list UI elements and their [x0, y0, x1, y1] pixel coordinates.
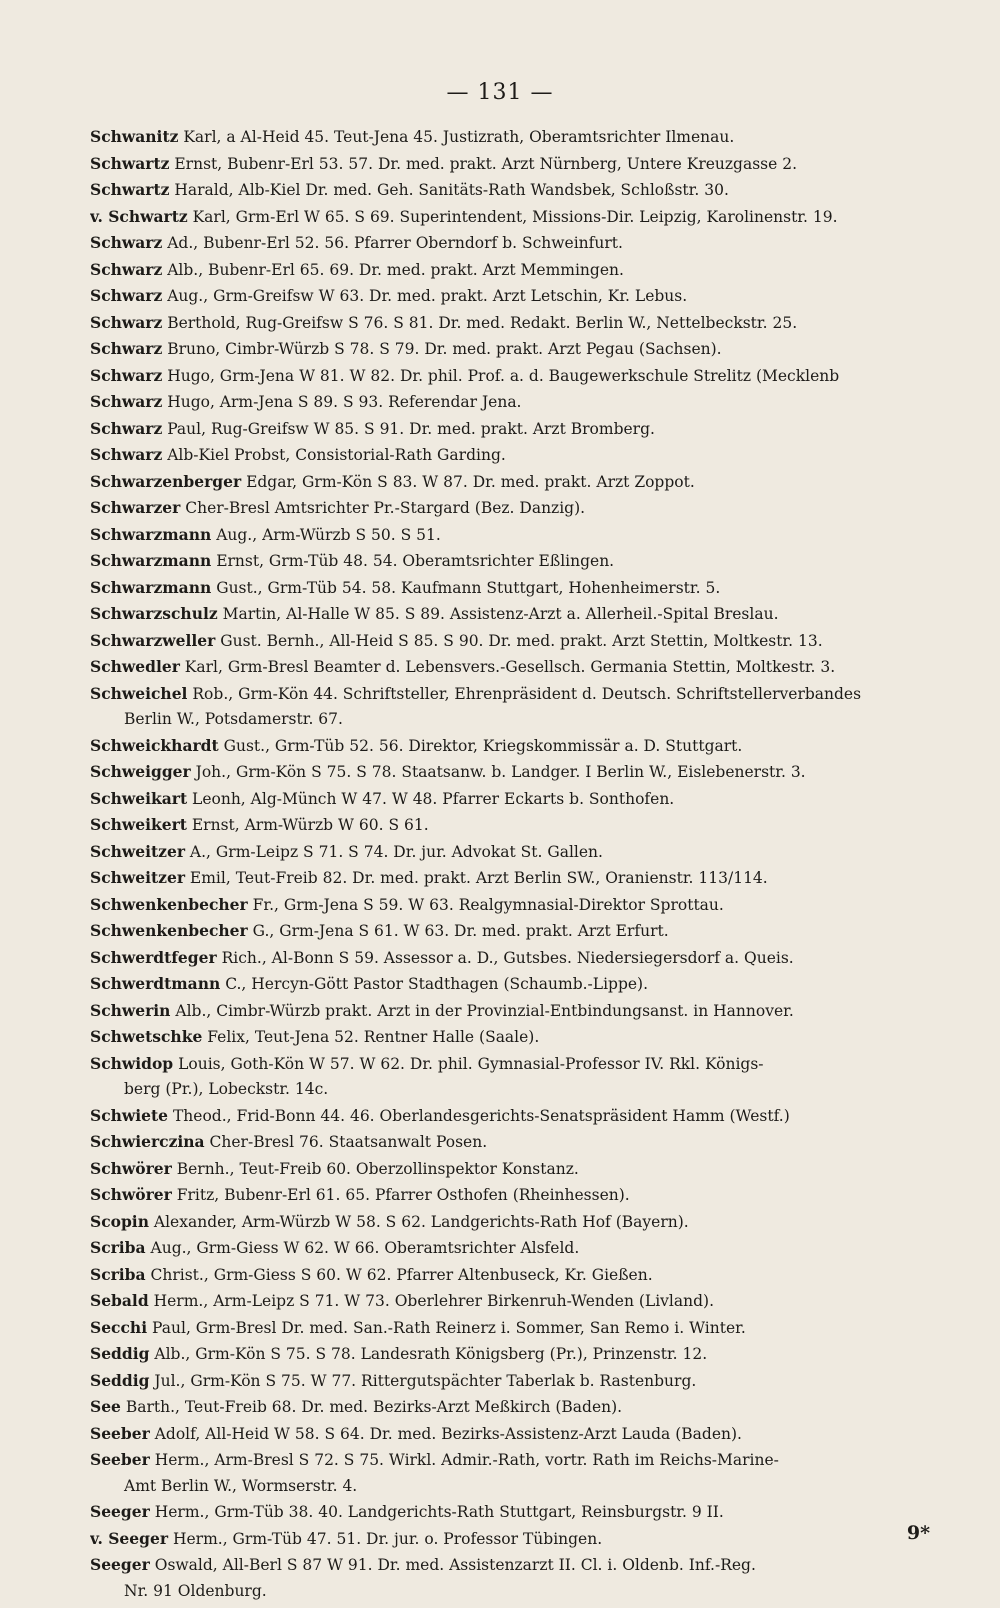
entry-surname: Seddig: [90, 1344, 150, 1363]
directory-entry: [90, 1103, 936, 1130]
entry-details: Bernh., Teut-Freib 60. Oberzollinspektor Konstanz.: [176, 1159, 579, 1178]
entry-continuation: [90, 1077, 936, 1103]
entry-details: Nr. 91 Oldenburg.: [124, 1581, 267, 1600]
directory-entry: [90, 654, 936, 681]
entry-surname: Schweikart: [90, 788, 188, 808]
entry-surname: Schwarzenberger: [90, 471, 242, 491]
directory-entry: [90, 1552, 936, 1579]
entry-details: Herm., Arm-Leipz S 71. W 73. Oberlehrer Birkenruh-Wenden (Livland).: [153, 1292, 714, 1310]
entry-details: Louis, Goth-Kön W 57. W 62. Dr. phil. Gymnasial-Professor IV. Rkl. Königs-: [178, 1054, 764, 1073]
directory-entry: [90, 1499, 936, 1526]
entry-surname: Schwarz: [90, 312, 163, 332]
entry-surname: Schwarz: [90, 233, 163, 252]
directory-entry: [90, 1182, 936, 1209]
entry-details: A., Grm-Leipz S 71. S 74. Dr. jur. Advokat St. Gallen.: [189, 842, 603, 861]
directory-entry: [90, 759, 936, 786]
entry-surname: Seeger: [90, 1502, 150, 1521]
directory-entry: [90, 177, 936, 204]
entry-details: Hugo, Arm-Jena S 89. S 93. Referendar Jena.: [167, 393, 522, 411]
entry-details: Theod., Frid-Bonn 44. 46. Oberlandesgerichts-Senatspräsident Hamm (Westf.): [172, 1106, 790, 1125]
entry-surname: Schwarz: [90, 365, 163, 385]
entry-surname: Sebald: [90, 1291, 149, 1310]
directory-entry: [90, 945, 936, 972]
entry-details: Emil, Teut-Freib 82. Dr. med. prakt. Arzt Berlin SW., Oranienstr. 113/114.: [189, 869, 768, 887]
entry-surname: Schwiete: [90, 1105, 169, 1125]
directory-entry: [90, 839, 936, 866]
directory-entry: [90, 257, 936, 284]
entry-continuation: [90, 1474, 936, 1500]
directory-entry: [90, 812, 936, 839]
entry-surname: Schwarzschulz: [90, 604, 218, 623]
directory-entry: [90, 151, 936, 178]
directory-entry: [90, 522, 936, 549]
directory-entry: [90, 1447, 936, 1474]
directory-entry: [90, 1156, 936, 1183]
entry-surname: Scopin: [90, 1211, 149, 1231]
entry-surname: v. Schwartz: [90, 206, 188, 226]
directory-entry: [90, 469, 936, 496]
entry-details: Jul., Grm-Kön S 75. W 77. Rittergutspächter Taberlak b. Rastenburg.: [154, 1371, 697, 1390]
entry-surname: Seeber: [90, 1450, 150, 1469]
directory-entry: [90, 786, 936, 813]
entry-surname: Secchi: [90, 1317, 148, 1337]
entry-details: Aug., Grm-Greifsw W 63. Dr. med. prakt. Arzt Letschin, Kr. Lebus.: [167, 287, 688, 305]
entry-details: Berlin W., Potsdamerstr. 67.: [124, 710, 343, 728]
entry-details: Berthold, Rug-Greifsw S 76. S 81. Dr. med. Redakt. Berlin W., Nettelbeckstr. 25.: [167, 313, 798, 332]
entry-continuation: [90, 1579, 936, 1605]
entry-details: Herm., Grm-Tüb 47. 51. Dr. jur. o. Professor Tübingen.: [172, 1529, 603, 1548]
directory-entry: [90, 575, 936, 602]
entry-details: Rich., Al-Bonn S 59. Assessor a. D., Gutsbes. Niedersiegersdorf a. Queis.: [221, 948, 794, 967]
entry-surname: Seeger: [90, 1555, 150, 1574]
entry-surname: Schwörer: [90, 1185, 172, 1204]
entry-surname: Schwarz: [90, 445, 163, 464]
directory-entry: [90, 628, 936, 655]
entry-surname: Scriba: [90, 1264, 146, 1284]
entry-details: Paul, Rug-Greifsw W 85. S 91. Dr. med. prakt. Arzt Bromberg.: [167, 419, 655, 438]
directory-entry: [90, 1051, 936, 1078]
entry-surname: Schweigger: [90, 762, 191, 781]
entry-details: Karl, Grm-Bresl Beamter d. Lebensvers.-Gesellsch. Germania Stettin, Moltkestr. 3.: [184, 658, 836, 676]
entry-details: Bruno, Cimbr-Würzb S 78. S 79. Dr. med. prakt. Arzt Pegau (Sachsen).: [167, 340, 722, 358]
entry-surname: Schwarzmann: [90, 524, 212, 544]
entry-details: Gust. Bernh., All-Heid S 85. S 90. Dr. med. prakt. Arzt Stettin, Moltkestr. 13.: [220, 631, 823, 650]
directory-entry: [90, 336, 936, 363]
entry-surname: Schwarzmann: [90, 551, 212, 570]
entry-details: Fritz, Bubenr-Erl 61. 65. Pfarrer Osthofen (Rheinhessen).: [176, 1186, 630, 1204]
directory-entry: [90, 601, 936, 628]
entry-details: Leonh, Alg-Münch W 47. W 48. Pfarrer Eckarts b. Sonthofen.: [192, 789, 675, 808]
entry-surname: Schwörer: [90, 1158, 172, 1178]
entry-details: Rob., Grm-Kön 44. Schriftsteller, Ehrenpräsident d. Deutsch. Schriftstellerverbandes: [192, 684, 862, 703]
entry-surname: Schweitzer: [90, 841, 185, 861]
directory-entry: [90, 1368, 936, 1395]
entry-details: Adolf, All-Heid W 58. S 64. Dr. med. Bezirks-Assistenz-Arzt Lauda (Baden).: [154, 1424, 742, 1443]
entry-surname: Schwarz: [90, 392, 163, 411]
entry-surname: Schwarz: [90, 339, 163, 358]
directory-entry: [90, 495, 936, 522]
directory-entry: [90, 998, 936, 1025]
entry-surname: Schwerin: [90, 1000, 171, 1020]
entry-details: Christ., Grm-Giess S 60. W 62. Pfarrer Altenbuseck, Kr. Gießen.: [150, 1265, 653, 1284]
directory-entry: [90, 416, 936, 443]
entry-details: Fr., Grm-Jena S 59. W 63. Realgymnasial-Direktor Sprottau.: [252, 895, 724, 914]
entry-details: Oswald, All-Berl S 87 W 91. Dr. med. Assistenzarzt II. Cl. i. Oldenb. Inf.-Reg.: [154, 1556, 756, 1574]
directory-entry: [90, 971, 936, 998]
entry-surname: Schwanitz: [90, 127, 179, 146]
entry-details: Gust., Grm-Tüb 54. 58. Kaufmann Stuttgart, Hohenheimerstr. 5.: [216, 578, 721, 597]
entry-details: Cher-Bresl 76. Staatsanwalt Posen.: [209, 1133, 488, 1151]
entry-surname: Schwerdtmann: [90, 974, 221, 993]
directory-entry: [90, 283, 936, 310]
entry-surname: Schwerdtfeger: [90, 947, 217, 967]
entry-surname: Schweickhardt: [90, 735, 219, 755]
directory-entry: [90, 865, 936, 892]
directory-entry: [90, 892, 936, 919]
directory-entry: [90, 310, 936, 337]
entry-surname: Schweitzer: [90, 868, 185, 887]
directory-entry: [90, 1526, 936, 1553]
entry-surname: Scriba: [90, 1238, 146, 1257]
entry-surname: Seeber: [90, 1423, 150, 1443]
entry-surname: Schwarzmann: [90, 577, 212, 597]
entry-details: Aug., Grm-Giess W 62. W 66. Oberamtsrichter Alsfeld.: [150, 1239, 580, 1257]
directory-entry: [90, 1421, 936, 1448]
entry-details: Gust., Grm-Tüb 52. 56. Direktor, Kriegskommissär a. D. Stuttgart.: [223, 736, 743, 755]
entry-details: Ernst, Arm-Würzb W 60. S 61.: [191, 816, 429, 834]
entry-details: berg (Pr.), Lobeckstr. 14c.: [124, 1080, 329, 1098]
directory-entry: [90, 204, 936, 231]
entry-surname: Schwierczina: [90, 1132, 205, 1151]
directory-entry: [90, 1262, 936, 1289]
directory-entry: [90, 230, 936, 257]
entry-surname: Schwarz: [90, 418, 163, 438]
page-number: — 131 —: [446, 80, 554, 105]
entry-list: [90, 124, 936, 1604]
directory-entry: [90, 1394, 936, 1421]
entry-surname: Schwarzer: [90, 498, 181, 517]
entry-details: Herm., Arm-Bresl S 72. S 75. Wirkl. Admir.-Rath, vortr. Rath im Reichs-Marine-: [154, 1451, 779, 1469]
entry-details: Paul, Grm-Bresl Dr. med. San.-Rath Reinerz i. Sommer, San Remo i. Winter.: [152, 1318, 746, 1337]
entry-surname: Schwenkenbecher: [90, 921, 248, 940]
entry-surname: Schwidop: [90, 1053, 174, 1073]
directory-entry: [90, 1024, 936, 1051]
entry-surname: Schwarz: [90, 286, 163, 305]
entry-surname: v. Seeger: [90, 1528, 169, 1548]
entry-details: Alb-Kiel Probst, Consistorial-Rath Garding.: [167, 446, 506, 464]
signature-mark: 9*: [906, 1522, 930, 1544]
entry-surname: Schwartz: [90, 153, 170, 173]
entry-details: Cher-Bresl Amtsrichter Pr.-Stargard (Bez. Danzig).: [185, 499, 586, 517]
entry-surname: Schwedler: [90, 657, 180, 676]
entry-surname: Schwarz: [90, 259, 163, 279]
directory-entry: [90, 1129, 936, 1156]
entry-details: Ad., Bubenr-Erl 52. 56. Pfarrer Oberndorf b. Schweinfurt.: [167, 234, 623, 252]
entry-details: Hugo, Grm-Jena W 81. W 82. Dr. phil. Prof. a. d. Baugewerkschule Strelitz (Mecklenb: [167, 366, 840, 385]
entry-surname: Schweikert: [90, 815, 187, 834]
entry-details: Ernst, Grm-Tüb 48. 54. Oberamtsrichter Eßlingen.: [216, 552, 615, 570]
entry-details: Amt Berlin W., Wormserstr. 4.: [124, 1476, 358, 1495]
directory-entry: [90, 1235, 936, 1262]
entry-details: Karl, a Al-Heid 45. Teut-Jena 45. Justizrath, Oberamtsrichter Ilmenau.: [183, 128, 735, 146]
directory-entry: [90, 1209, 936, 1236]
entry-surname: Schwarzweller: [90, 630, 216, 650]
entry-details: Harald, Alb-Kiel Dr. med. Geh. Sanitäts-Rath Wandsbek, Schloßstr. 30.: [174, 181, 729, 199]
entry-details: Edgar, Grm-Kön S 83. W 87. Dr. med. prakt. Arzt Zoppot.: [246, 472, 695, 491]
directory-entry: [90, 1315, 936, 1342]
entry-details: C., Hercyn-Gött Pastor Stadthagen (Schaumb.-Lippe).: [225, 975, 649, 993]
directory-entry: [90, 681, 936, 708]
entry-details: Felix, Teut-Jena 52. Rentner Halle (Saale).: [207, 1028, 540, 1046]
directory-entry: [90, 363, 936, 390]
entry-surname: See: [90, 1397, 121, 1416]
directory-entry: [90, 124, 936, 151]
entry-details: Herm., Grm-Tüb 38. 40. Landgerichts-Rath Stuttgart, Reinsburgstr. 9 II.: [154, 1503, 724, 1521]
entry-details: G., Grm-Jena S 61. W 63. Dr. med. prakt. Arzt Erfurt.: [252, 922, 669, 940]
directory-entry: [90, 1341, 936, 1368]
entry-details: Karl, Grm-Erl W 65. S 69. Superintendent, Missions-Dir. Leipzig, Karolinenstr. 19.: [192, 207, 838, 226]
directory-entry: [90, 1288, 936, 1315]
entry-details: Alb., Grm-Kön S 75. S 78. Landesrath Königsberg (Pr.), Prinzenstr. 12.: [154, 1345, 708, 1363]
entry-details: Martin, Al-Halle W 85. S 89. Assistenz-Arzt a. Allerheil.-Spital Breslau.: [222, 605, 779, 623]
entry-details: Aug., Arm-Würzb S 50. S 51.: [216, 525, 441, 544]
entry-surname: Schwenkenbecher: [90, 894, 248, 914]
entry-details: Alb., Cimbr-Würzb prakt. Arzt in der Provinzial-Entbindungsanst. in Hannover.: [175, 1001, 794, 1020]
entry-details: Ernst, Bubenr-Erl 53. 57. Dr. med. prakt. Arzt Nürnberg, Untere Kreuzgasse 2.: [174, 154, 798, 173]
directory-entry: [90, 548, 936, 575]
directory-entry: [90, 389, 936, 416]
directory-entry: [90, 918, 936, 945]
entry-details: Alexander, Arm-Würzb W 58. S 62. Landgerichts-Rath Hof (Bayern).: [153, 1212, 689, 1231]
entry-surname: Schwartz: [90, 180, 170, 199]
directory-entry: [90, 733, 936, 760]
entry-surname: Schweichel: [90, 683, 188, 703]
entry-details: Alb., Bubenr-Erl 65. 69. Dr. med. prakt. Arzt Memmingen.: [167, 260, 624, 279]
entry-continuation: [90, 707, 936, 733]
entry-details: Joh., Grm-Kön S 75. S 78. Staatsanw. b. Landger. I Berlin W., Eislebenerstr. 3.: [195, 763, 806, 781]
entry-surname: Schwetschke: [90, 1027, 203, 1046]
entry-details: Barth., Teut-Freib 68. Dr. med. Bezirks-Arzt Meßkirch (Baden).: [125, 1398, 623, 1416]
directory-entry: [90, 442, 936, 469]
entry-surname: Seddig: [90, 1370, 150, 1390]
